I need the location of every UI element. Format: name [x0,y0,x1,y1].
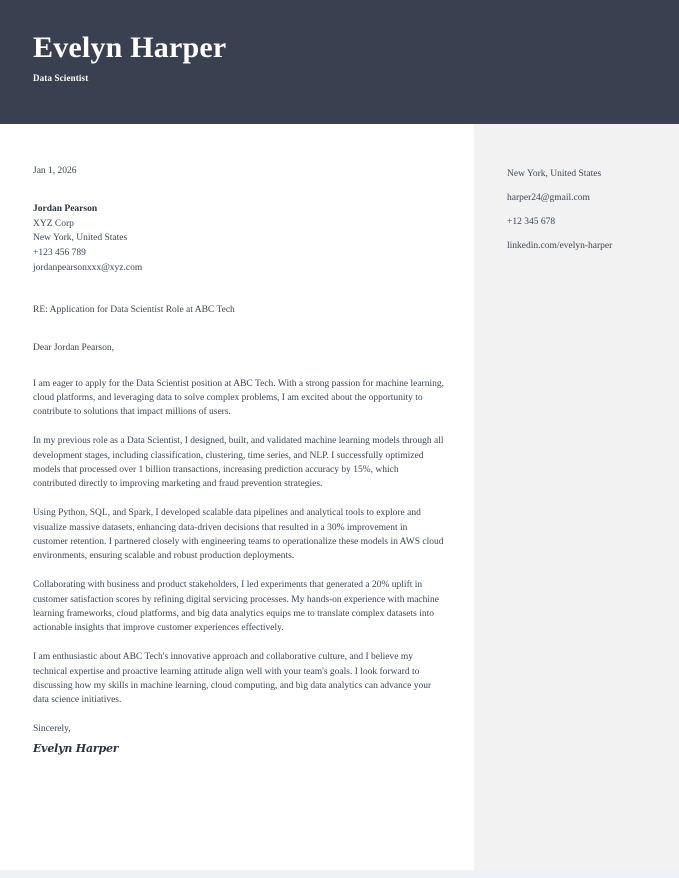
signature: Evelyn Harper [33,742,119,756]
contact-list [474,124,679,253]
page-edge [0,870,679,878]
letter-paragraph: I am eager to apply for the Data Scientist position at ABC Tech. With a strong passion for machine learning, cloud platforms, and leveraging data to solve complex problems, I am excited about the opportunity to contribute to solutions that impact millions of users. [33,378,444,418]
letter-closing: Sincerely, [33,724,71,735]
letter-paragraph: I am enthusiastic about ABC Tech's innovative approach and collaborative culture, and I believe my technical expertise and proactive learning attitude align well with your team's goals. I look forward to discussing how my skills in machine learning, cloud computing, and big data analytics can advance your data science initiatives. [33,652,432,706]
contact-linkedin[interactable]: linkedin.com/evelyn-harper [507,240,613,251]
recipient-phone: +123 456 789 [33,248,86,259]
recipient-location: New York, United States [33,233,128,244]
page-title: Evelyn Harper [33,31,227,64]
recipient-company: XYZ Corp [33,218,74,229]
contact-email[interactable]: harper24@gmail.com [507,192,590,203]
letter-salutation: Dear Jordan Pearson, [33,342,114,353]
letter-body-area [0,124,679,870]
contact-sidebar [474,124,679,870]
recipient-block [33,202,444,276]
contact-phone: +12 345 678 [507,216,556,227]
recipient-name: Jordan Pearson [33,204,98,214]
header-identity [33,32,226,83]
recipient-email: jordanpearsonxxx@xyz.com [33,262,143,273]
letter-paragraph: Using Python, SQL, and Spark, I developed scalable data pipelines and analytical tools to explore and visualize massive datasets, enhancing data-driven decisions that resulted in a 30% improvement in customer retention. I partnered closely with engineering teams to operationalize these models in AWS cloud environments, ensuring scalable and robust production deployments. [33,508,444,562]
letter-main-column [0,124,474,870]
letter-paragraph: In my previous role as a Data Scientist, I designed, built, and validated machine learning models through all development stages, including classification, clustering, time series, and NLP. I successfully optimized models that processed over 1 billion transactions, increasing prediction accuracy by 15%, which contributed directly to improving marketing and fraud prevention strategies. [33,436,444,490]
job-title: Data Scientist [33,72,89,83]
contact-location: New York, United States [507,169,602,179]
letter-paragraph: Collaborating with business and product stakeholders, I led experiments that generated a 20% uplift in customer satisfaction scores by refining digital servicing processes. My hands-on experience with machine learning frameworks, cloud platforms, and big data analytics equips me to translate complex datasets into actionable insights that improve customer experiences effectively. [33,580,440,634]
letter-subject: RE: Application for Data Scientist Role at ABC Tech [33,304,235,315]
letter-date: Jan 1, 2026 [33,166,77,176]
letter-header [0,0,679,124]
